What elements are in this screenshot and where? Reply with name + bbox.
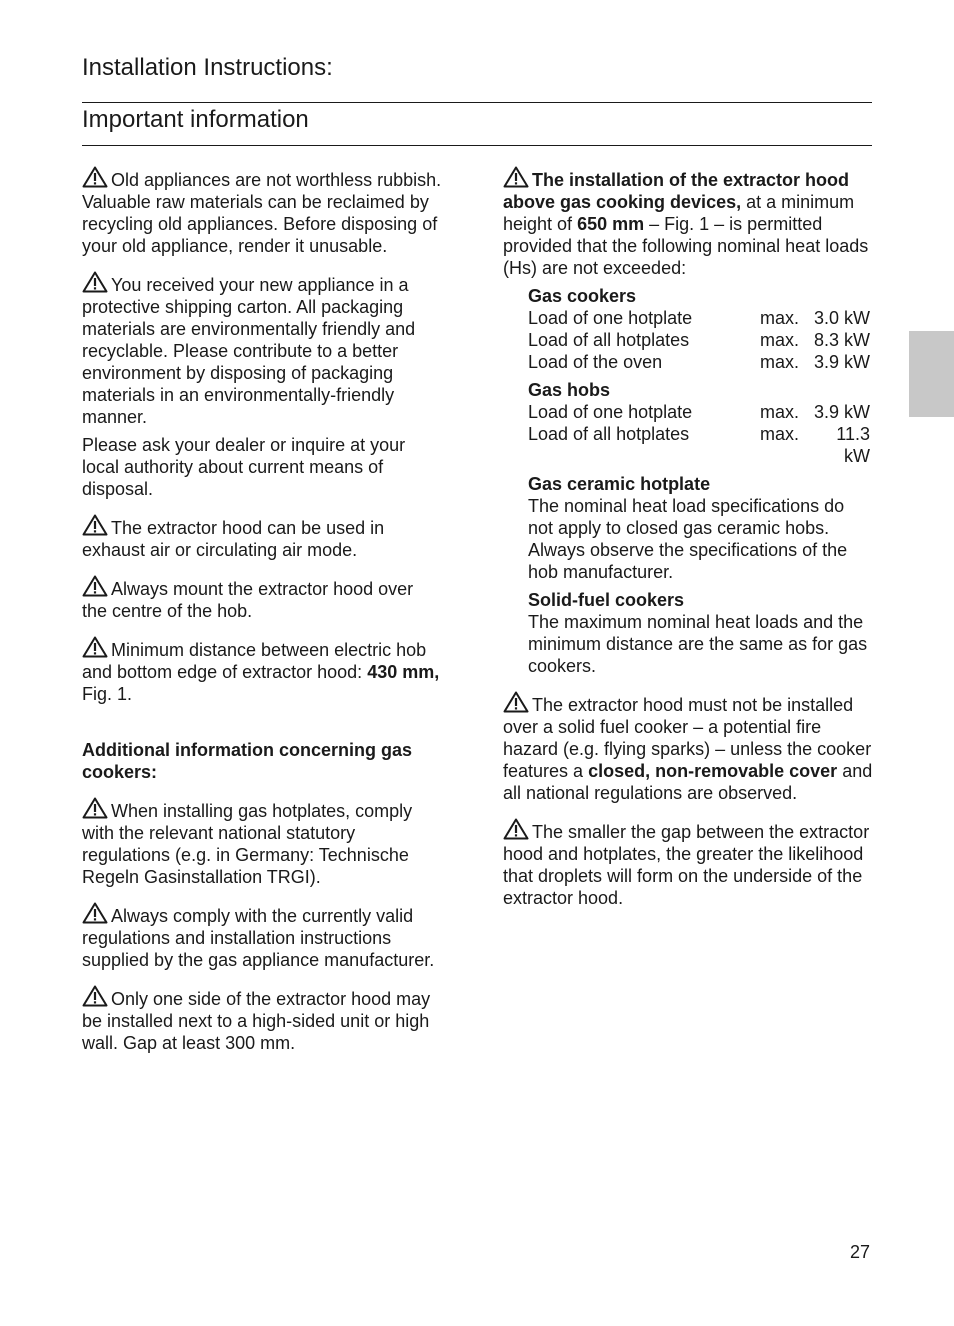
spec-heading: Gas ceramic hotplate — [528, 474, 711, 494]
warning-icon — [503, 166, 529, 188]
warning-icon — [82, 514, 108, 536]
warning-icon — [82, 636, 108, 658]
spec-text: The nominal heat load specifications do not apply to closed gas ceramic hobs. Always observe the specifications of the hob manufacturer. — [528, 496, 848, 582]
spec-heading: Gas hobs — [528, 380, 611, 400]
warning-mount-centre: Always mount the extractor hood over the centre of the hob. — [82, 575, 442, 622]
spec-row: Load of all hotplates max. 11.3 kW — [528, 424, 870, 466]
spec-row: Load of all hotplates max. 8.3 kW — [528, 330, 870, 350]
left-column — [82, 166, 442, 1068]
spec-solid-fuel — [528, 589, 873, 677]
gas-cookers-heading: Additional information concerning gas cookers: — [82, 740, 413, 782]
disposal-info: Please ask your dealer or inquire at your local authority about current means of disposal. — [82, 435, 406, 499]
warning-side-gap: Only one side of the extractor hood may be installed next to a high-sided unit or high wall. Gap at least 300 mm. — [82, 985, 442, 1054]
warning-icon — [82, 985, 108, 1007]
header-rule — [82, 102, 872, 103]
spec-heading: Solid-fuel cookers — [528, 590, 685, 610]
spec-gas-hobs — [528, 379, 873, 467]
spec-heading: Gas cookers — [528, 286, 637, 306]
warning-recycling: Old appliances are not worthless rubbish. Valuable raw materials can be reclaimed by recycling old appliances. Before disposing of your old appliance, render it unusable. — [82, 166, 442, 257]
spec-text: The maximum nominal heat loads and the minimum distance are the same as for gas cookers. — [528, 612, 868, 676]
warning-gas-regulations: When installing gas hotplates, comply with the relevant national statutory regulations (e.g. in Germany: Technische Regeln Gasinstallation TRGI). — [82, 797, 442, 888]
warning-droplets: The smaller the gap between the extractor hood and hotplates, the greater the likelihood that droplets will form on the underside of the extractor hood. — [503, 818, 873, 909]
warning-icon — [503, 818, 529, 840]
spec-row: Load of one hotplate max. 3.9 kW — [528, 402, 870, 422]
side-tab — [909, 331, 954, 417]
warning-packaging: You received your new appliance in a protective shipping carton. All packaging materials are environmentally friendly and recyclable. Please contribute to a better environment by disposing of packaging materials in an environmentally-friendly manner. — [82, 271, 442, 428]
warning-manufacturer-instructions: Always comply with the currently valid regulations and installation instructions supplied by the gas appliance manufacturer. — [82, 902, 442, 971]
spec-gas-cookers — [528, 285, 873, 373]
spec-row: Load of the oven max. 3.9 kW — [528, 352, 870, 372]
warning-icon — [82, 797, 108, 819]
warning-icon — [82, 166, 108, 188]
warning-air-mode: The extractor hood can be used in exhaust air or circulating air mode. — [82, 514, 442, 561]
section-rule — [82, 145, 872, 146]
warning-icon — [82, 271, 108, 293]
page-number: 27 — [850, 1242, 871, 1262]
section-title: Important information — [82, 106, 309, 133]
warning-minimum-distance: Minimum distance between electric hob and bottom edge of extractor hood: 430 mm, Fig. 1. — [82, 636, 442, 705]
spec-gas-ceramic — [528, 473, 873, 583]
right-column — [503, 166, 873, 923]
warning-gas-installation: The installation of the extractor hood above gas cooking devices, at a minimum height of 650 mm – Fig. 1 – is permitted provided that the following nominal heat loads (Hs) are not exceeded: — [503, 166, 873, 279]
warning-icon — [503, 691, 529, 713]
warning-icon — [82, 575, 108, 597]
warning-icon — [82, 902, 108, 924]
warning-solid-fuel: The extractor hood must not be installed over a solid fuel cooker – a potential fire hazard (e.g. flying sparks) – unless the cooker features a closed, non-removable cover and all national regulations are observed. — [503, 691, 873, 804]
header-title: Installation Instructions: — [82, 54, 333, 81]
spec-row: Load of one hotplate max. 3.0 kW — [528, 308, 870, 328]
